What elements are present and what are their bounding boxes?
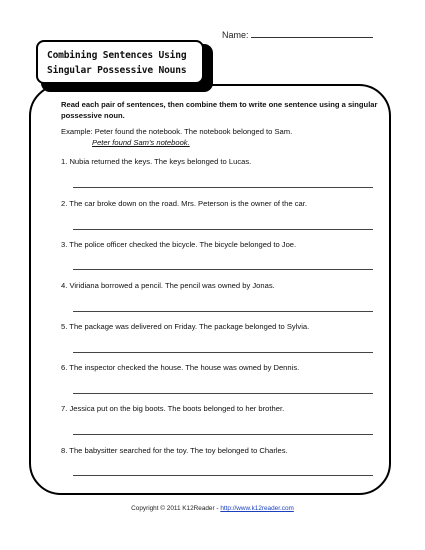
question-1: 1. Nubia returned the keys. The keys belonged to Lucas. [61, 157, 252, 166]
answer-line-4[interactable] [73, 311, 373, 312]
question-5: 5. The package was delivered on Friday. The package belonged to Sylvia. [61, 322, 310, 331]
worksheet-title-box [36, 40, 204, 84]
question-7: 7. Jessica put on the big boots. The boots belonged to her brother. [61, 404, 285, 413]
example-text: Example: Peter found the notebook. The notebook belonged to Sam. [61, 127, 293, 136]
footer-link[interactable]: http://www.k12reader.com [220, 505, 294, 512]
answer-line-5[interactable] [73, 352, 373, 353]
question-6: 6. The inspector checked the house. The house was owned by Dennis. [61, 363, 300, 372]
question-8: 8. The babysitter searched for the toy. The toy belonged to Charles. [61, 446, 288, 455]
question-3: 3. The police officer checked the bicycle. The bicycle belonged to Joe. [61, 240, 297, 249]
name-blank-line[interactable] [251, 29, 373, 38]
instructions: Read each pair of sentences, then combine them to write one sentence using a singular possessive noun. [61, 100, 378, 120]
name-label: Name: [222, 30, 249, 40]
answer-line-8[interactable] [73, 475, 373, 476]
answer-line-6[interactable] [73, 393, 373, 394]
answer-line-7[interactable] [73, 434, 373, 435]
question-4: 4. Viridiana borrowed a pencil. The pencil was owned by Jonas. [61, 281, 275, 290]
question-2: 2. The car broke down on the road. Mrs. Peterson is the owner of the car. [61, 199, 307, 208]
title-line-1: Combining Sentences Using [47, 50, 187, 61]
name-field [222, 29, 373, 40]
footer [0, 505, 425, 512]
copyright-text: Copyright © 2011 K12Reader - [131, 505, 219, 512]
title-line-2: Singular Possessive Nouns [47, 65, 187, 76]
answer-line-3[interactable] [73, 269, 373, 270]
example-answer: Peter found Sam's notebook. [92, 138, 190, 147]
answer-line-1[interactable] [73, 187, 373, 188]
answer-line-2[interactable] [73, 229, 373, 230]
